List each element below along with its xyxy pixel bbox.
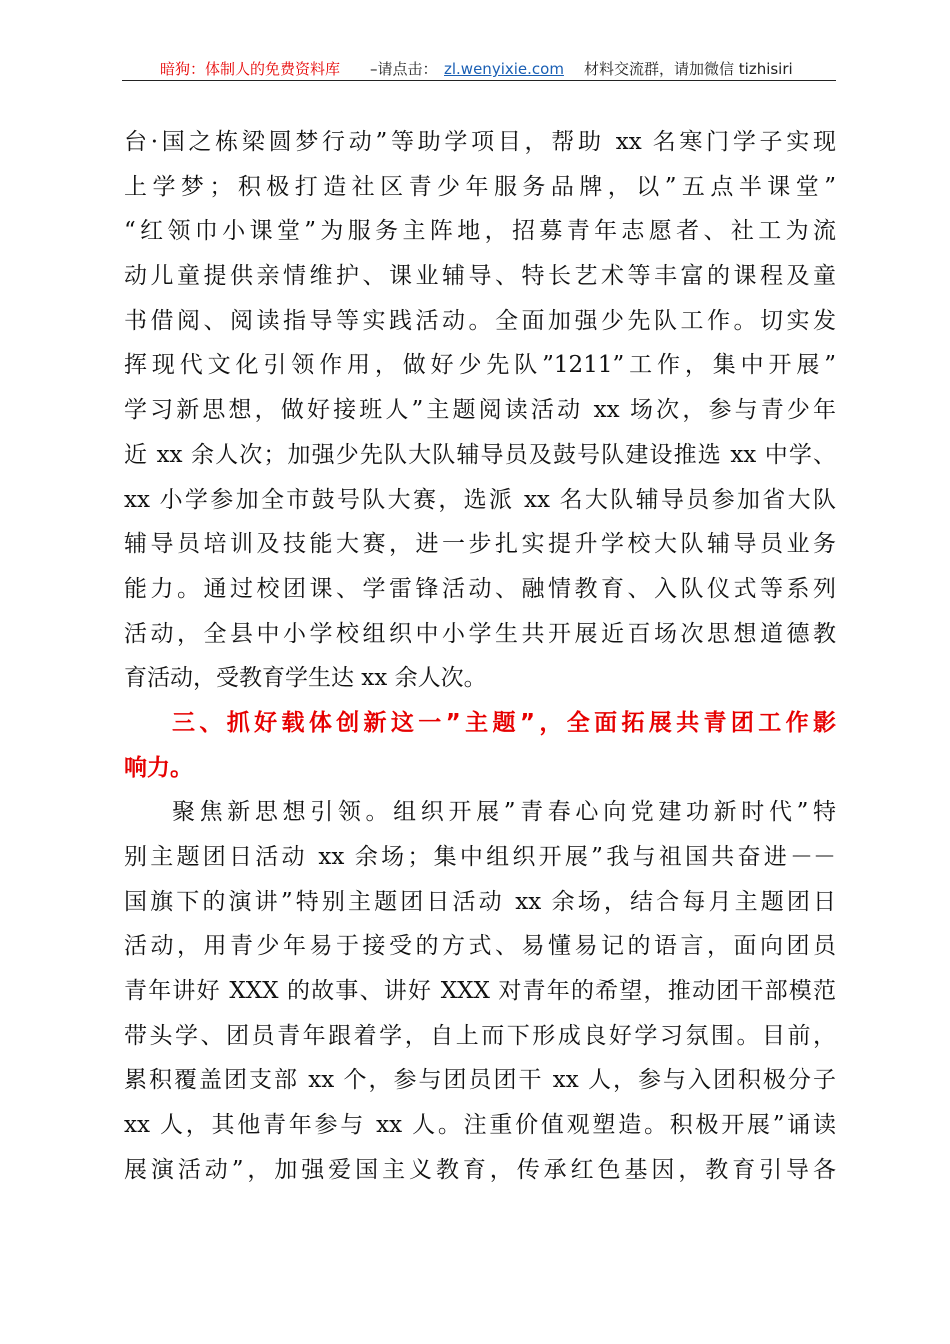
text-line: 能力。通过校团课、学雷锋活动、融情教育、入队仪式等系列 [124,575,836,602]
heading-line: 响力。 [124,754,193,781]
text-line: 聚焦新思想引领。组织开展”青春心向党建功新时代”特 [172,799,836,826]
text-line: 近 xx 余人次；加强少先队大队辅导员及鼓号队建设推选 xx 中学、 [124,441,836,468]
text-line: “红领巾小课堂”为服务主阵地，招募青年志愿者、社工为流 [124,218,836,245]
text-line: 育活动，受教育学生达 xx 余人次。 [124,665,487,692]
text-line: 台·国之栋梁圆梦行动”等助学项目，帮助 xx 名寒门学子实现 [124,129,836,155]
text-line: 别主题团日活动 xx 余场；集中组织开展”我与祖国共奋进－－ [124,844,836,870]
heading-line: 三、抓好载体创新这一”主题”，全面拓展共青团工作影 [172,709,836,736]
text-line: 国旗下的演讲”特别主题团日活动 xx 余场，结合每月主题团日 [124,888,836,915]
document-body [124,120,836,1193]
text-line: 活动，全县中小学校组织中小学生共开展近百场次思想道德教 [124,620,836,647]
wechat-note: 材料交流群，请加微信 tizhisiri [584,60,793,78]
text-line: 挥现代文化引领作用，做好少先队”1211”工作，集中开展” [124,352,836,379]
text-line: 展演活动”，加强爱国主义教育，传承红色基因，教育引导各 [124,1156,836,1183]
text-line: 活动，用青少年易于接受的方式、易懂易记的语言，面向团员 [124,933,836,960]
text-line: 青年讲好 XXX 的故事、讲好 XXX 对青年的希望，推动团干部模范 [124,978,836,1005]
text-line: 带头学、团员青年跟着学，自上而下形成良好学习氛围。目前， [124,1022,836,1049]
text-line: 书借阅、阅读指导等实践活动。全面加强少先队工作。切实发 [124,307,836,334]
text-line: 辅导员培训及技能大赛，进一步扎实提升学校大队辅导员业务 [124,531,836,558]
text-line: 学习新思想，做好接班人”主题阅读活动 xx 场次，参与青少年 [124,397,836,424]
page-header [122,58,836,81]
text-line: 动儿童提供亲情维护、课业辅导、特长艺术等丰富的课程及童 [124,263,836,290]
promo-text: 暗狗：体制人的免费资料库 [160,60,341,78]
paragraph-2 [124,790,836,1192]
text-line: 上学梦；积极打造社区青少年服务品牌，以”五点半课堂” [124,173,836,200]
text-line: 累积覆盖团支部 xx 个，参与团员团干 xx 人，参与入团积极分子 [124,1067,836,1094]
section-heading-3 [124,701,836,790]
promo-link[interactable]: zl.wenyixie.com [444,60,564,78]
promo-click-label: –请点击： [370,60,438,78]
paragraph-1 [124,120,836,701]
text-line: xx 人，其他青年参与 xx 人。注重价值观塑造。积极开展”诵读 [124,1112,836,1139]
text-line: xx 小学参加全市鼓号队大赛，选派 xx 名大队辅导员参加省大队 [124,486,836,513]
